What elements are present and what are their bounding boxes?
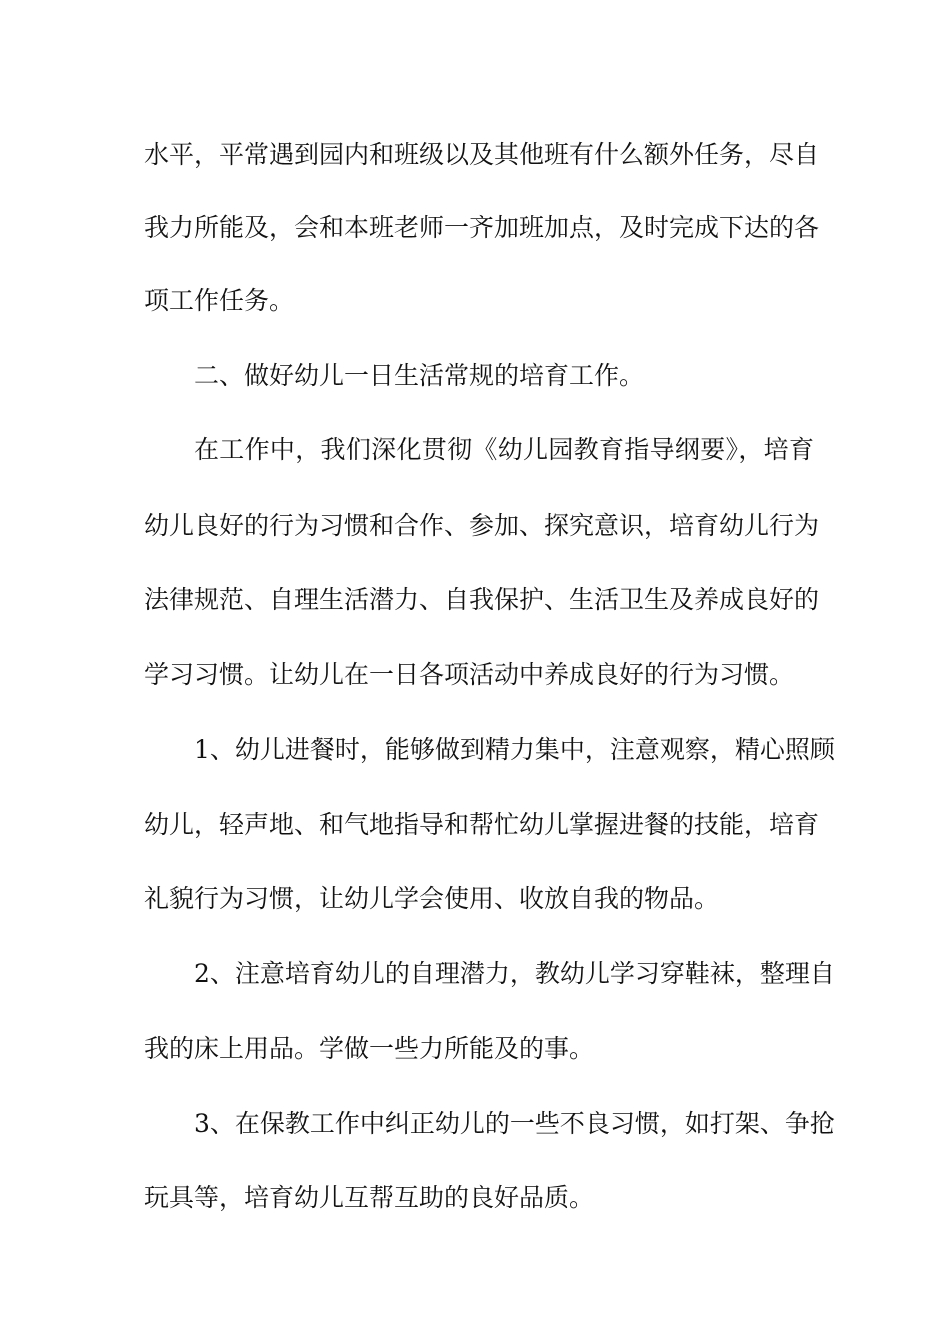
text-line: 在工作中，我们深化贯彻《幼儿园教育指导纲要》，培育 — [194, 435, 814, 464]
text-line: 水平，平常遇到园内和班级以及其他班有什么额外任务，尽自 — [144, 140, 820, 169]
text-line: 幼儿良好的行为习惯和合作、参加、探究意识，培育幼儿行为 — [144, 511, 820, 540]
list-item-2-line: 2、注意培育幼儿的自理潜力，教幼儿学习穿鞋袜，整理自 — [194, 959, 835, 988]
section-heading: 二、做好幼儿一日生活常规的培育工作。 — [194, 361, 645, 390]
text-line: 学习习惯。让幼儿在一日各项活动中养成良好的行为习惯。 — [144, 660, 795, 689]
list-item-3-line: 3、在保教工作中纠正幼儿的一些不良习惯，如打架、争抢 — [194, 1109, 835, 1138]
text-line: 礼貌行为习惯，让幼儿学会使用、收放自我的物品。 — [144, 884, 720, 913]
list-item-1-line: 1、幼儿进餐时，能够做到精力集中，注意观察，精心照顾 — [194, 735, 835, 764]
text-line: 我的床上用品。学做一些力所能及的事。 — [144, 1034, 595, 1063]
text-line: 玩具等，培育幼儿互帮互助的良好品质。 — [144, 1183, 595, 1212]
text-line: 我力所能及，会和本班老师一齐加班加点，及时完成下达的各 — [144, 213, 820, 242]
text-line: 幼儿，轻声地、和气地指导和帮忙幼儿掌握进餐的技能，培育 — [144, 810, 820, 839]
text-line: 法律规范、自理生活潜力、自我保护、生活卫生及养成良好的 — [144, 585, 820, 614]
text-line: 项工作任务。 — [144, 286, 295, 315]
